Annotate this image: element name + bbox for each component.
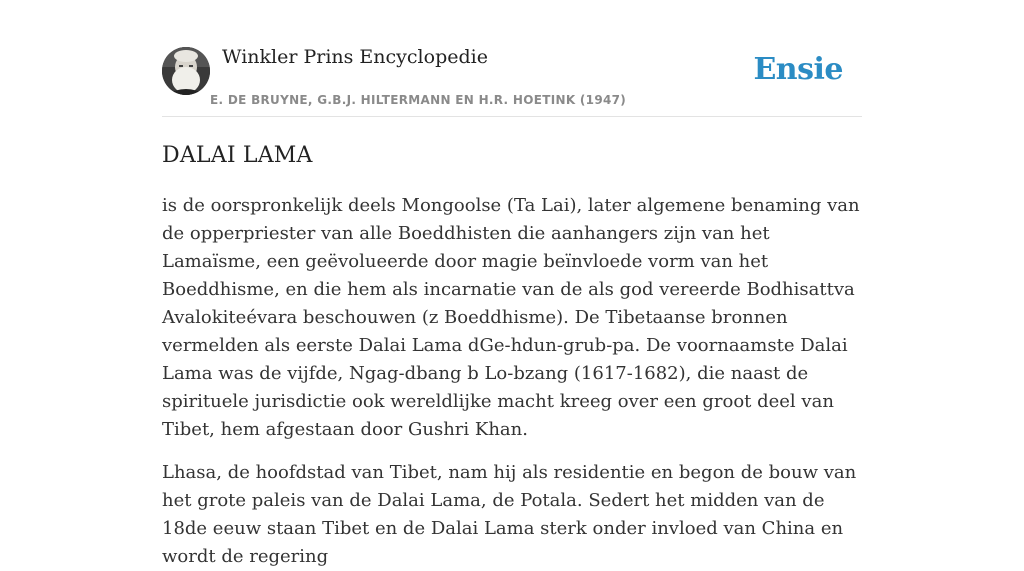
site-header <box>162 0 862 117</box>
article-paragraph: Lhasa, de hoofdstad van Tibet, nam hij als residentie en begon de bouw van het grote paleis van de Dalai Lama, de Potala. Sedert het midden van de 18de eeuw staan Tibet en de Dalai Lama sterk onder invloed van China en wordt de regering <box>162 462 857 567</box>
page <box>162 0 862 571</box>
article-paragraph: is de oorspronkelijk deels Mongoolse (Ta Lai), later algemene benaming van de opperpriester van alle Boeddhisten die aanhangers zijn van het Lamaïsme, een geëvolueerde door magie beïnvloede vorm van het Boeddhisme, en die hem als incarnatie van de als god vereerde Bodhisattva Avalokiteévara beschouwen (z Boeddhisme). De Tibetaanse bronnen vermelden als eerste Dalai Lama dGe-hdun-grub-pa. De voornaamste Dalai Lama was de vijfde, Ngag-dbang b Lo-bzang (1617-1682), die naast de spirituele jurisdictie ook wereldlijke macht kreeg over een groot deel van Tibet, hem afgestaan door Gushri Khan. <box>162 195 860 440</box>
site-name[interactable]: Winkler Prins Encyclopedie <box>222 46 488 68</box>
article-body <box>162 192 862 571</box>
author-avatar[interactable] <box>162 47 210 95</box>
portrait-icon <box>162 47 210 95</box>
brand-logo-link[interactable]: Ensie <box>753 52 843 87</box>
authors-line: E. DE BRUYNE, G.B.J. HILTERMANN EN H.R. HOETINK (1947) <box>210 93 627 107</box>
article-title: DALAI LAMA <box>162 143 313 168</box>
